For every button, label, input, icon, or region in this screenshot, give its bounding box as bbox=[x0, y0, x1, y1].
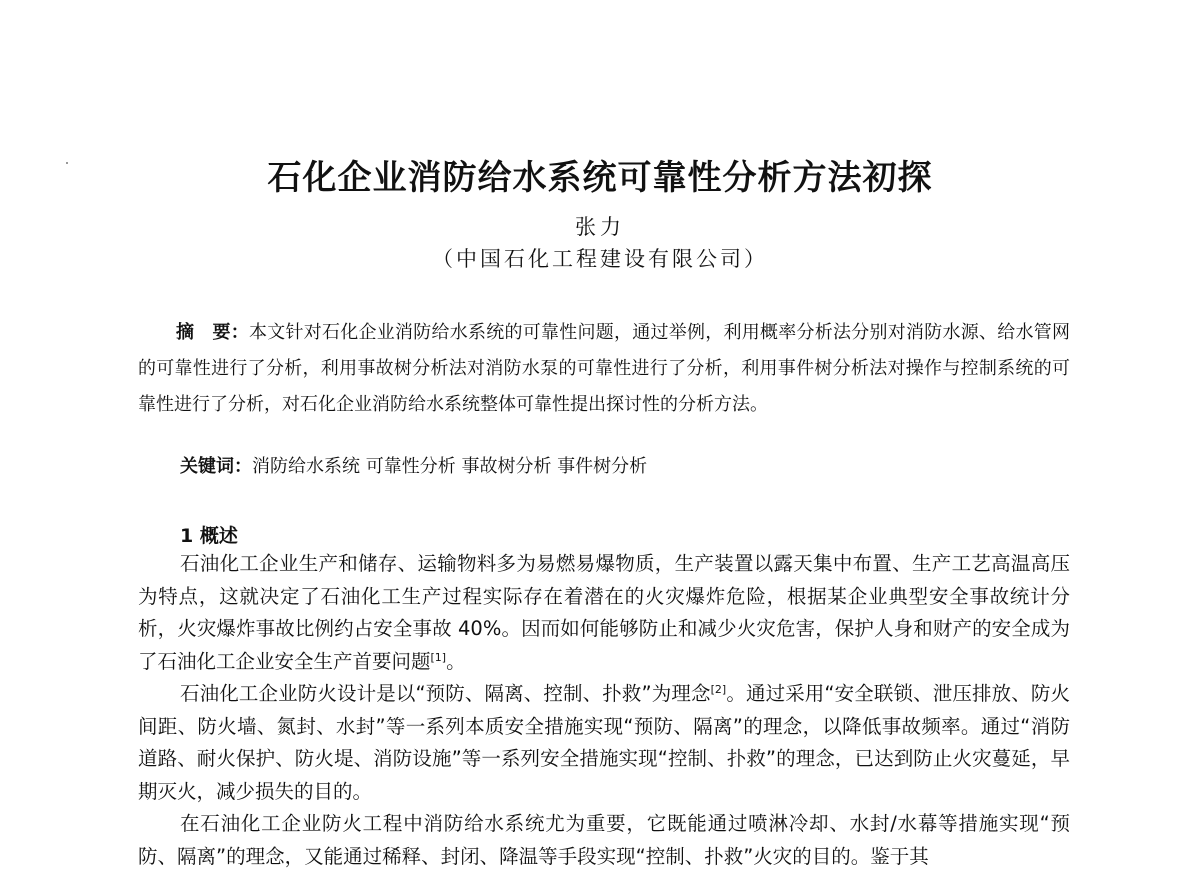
keywords-text: 消防给水系统 可靠性分析 事故树分析 事件树分析 bbox=[252, 456, 648, 477]
paragraph-2-text-b: 。通过采用“安全联锁、泄压排放、防火间距、防火墙、氮封、水封”等一系列本质安全措施实现“预防、隔离”的理念，以降低事故频率。通过“消防道路、耐火保护、防火堤、消防设施”等一系列安全措施实现“控制、扑救”的理念，已达到防止火灾蔓延，早期灭火，减少损失的目的。 bbox=[138, 682, 1070, 803]
keywords-label: 关键词： bbox=[180, 456, 252, 477]
abstract-block bbox=[138, 315, 1070, 423]
body-paragraph-2 bbox=[138, 678, 1070, 808]
paragraph-2-text-a: 石油化工企业防火设计是以“预防、隔离、控制、扑救”为理念 bbox=[180, 682, 711, 705]
keywords-block bbox=[180, 451, 1070, 483]
section-body bbox=[138, 548, 1070, 873]
abstract-label: 摘 要： bbox=[176, 322, 249, 343]
author-name: 张力 bbox=[575, 215, 625, 239]
paragraph-1-text: 石油化工企业生产和储存、运输物料多为易燃易爆物质，生产装置以露天集中布置、生产工艺高温高压为特点，这就决定了石油化工生产过程实际存在着潜在的火灾爆炸危险，根据某企业典型安全事故统计分析，火灾爆炸事故比例约占安全事故 40%。因而如何能够防止和减少火灾危害，保护人身和财产的安全成为了石油化工企业安全生产首要问题 bbox=[138, 552, 1070, 673]
author-affiliation: （中国石化工程建设有限公司） bbox=[432, 247, 768, 271]
abstract-text: 本文针对石化企业消防给水系统的可靠性问题，通过举例，利用概率分析法分别对消防水源、给水管网的可靠性进行了分析，利用事故树分析法对消防水泵的可靠性进行了分析，利用事件树分析法对操作与控制系统的可靠性进行了分析，对石化企业消防给水系统整体可靠性提出探讨性的分析方法。 bbox=[138, 322, 1070, 415]
paragraph-3-text: 在石油化工企业防火工程中消防给水系统尤为重要，它既能通过喷淋冷却、水封/水幕等措施实现“预防、隔离”的理念，又能通过稀释、封闭、降温等手段实现“控制、扑救”火灾的目的。鉴于其 bbox=[138, 812, 1070, 868]
section-heading: 1 概述 bbox=[180, 525, 238, 547]
paragraph-1-end: 。 bbox=[446, 649, 466, 673]
citation-ref-2: [2] bbox=[710, 683, 727, 696]
body-paragraph-1 bbox=[138, 548, 1070, 678]
citation-ref-1: [1] bbox=[430, 650, 447, 664]
body-paragraph-3 bbox=[138, 808, 1070, 873]
paper-title: 石化企业消防给水系统可靠性分析方法初探 bbox=[267, 158, 933, 198]
